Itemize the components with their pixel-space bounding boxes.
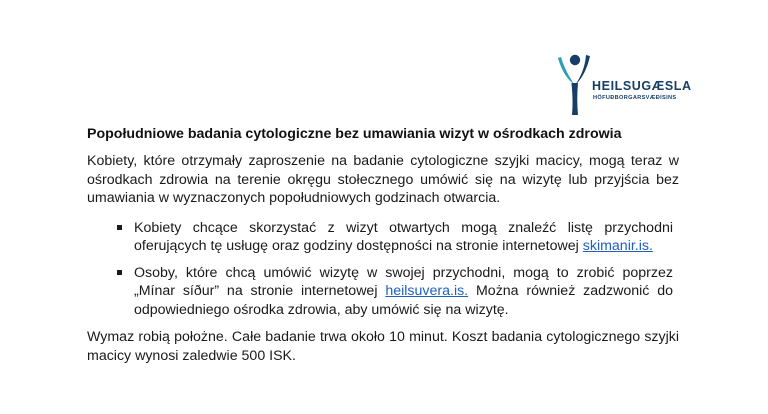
logo-subtitle: HÖFUÐBORGARSVÆÐISINS <box>593 95 677 101</box>
document-title: Popołudniowe badania cytologiczne bez umawiania wizyt w ośrodkach zdrowia <box>87 126 622 142</box>
intro-paragraph: Kobiety, które otrzymały zaproszenie na badanie cytologiczne szyjki macicy, mogą teraz w ośrodkach zdrowia na terenie okręgu stołecznego umówić się na wizytę lub przyjścia bez umawiania w wyznaczonych popołudniowych godzinach otwarcia. <box>87 153 679 206</box>
bullet-square-icon <box>117 225 122 230</box>
outro-paragraph: Wymaz robią położne. Całe badanie trwa około 10 minut. Koszt badania cytologicznego szyjki macicy wynosi zaledwie 500 ISK. <box>87 329 679 364</box>
skimanir-link[interactable]: skimanir.is. <box>582 238 653 254</box>
heilsuvera-link[interactable]: heilsuvera.is. <box>385 283 469 299</box>
list-item <box>87 219 679 256</box>
logo-figure-icon <box>554 52 594 116</box>
bullet-square-icon <box>117 270 122 275</box>
list-item-text-after: Można również zadzwonić do odpowiedniego ośrodka zdrowia, aby umówić się na wizytę. <box>134 283 673 318</box>
list-item-text: Osoby, które chcą umówić wizytę w swojej przychodni, mogą to zrobić poprzez „Mínar síður” na stronie internetowej <box>134 264 673 299</box>
bullet-list <box>87 219 679 320</box>
document-body <box>87 125 679 365</box>
list-item <box>87 264 679 320</box>
logo-name: HEILSUGÆSLA <box>592 79 692 93</box>
heilsugaesla-logo <box>554 52 692 116</box>
list-item-text: Kobiety chcące skorzystać z wizyt otwartych mogą znaleźć listę przychodni oferujących tę usługę oraz godziny dostępności na stronie internetowej <box>134 219 673 254</box>
